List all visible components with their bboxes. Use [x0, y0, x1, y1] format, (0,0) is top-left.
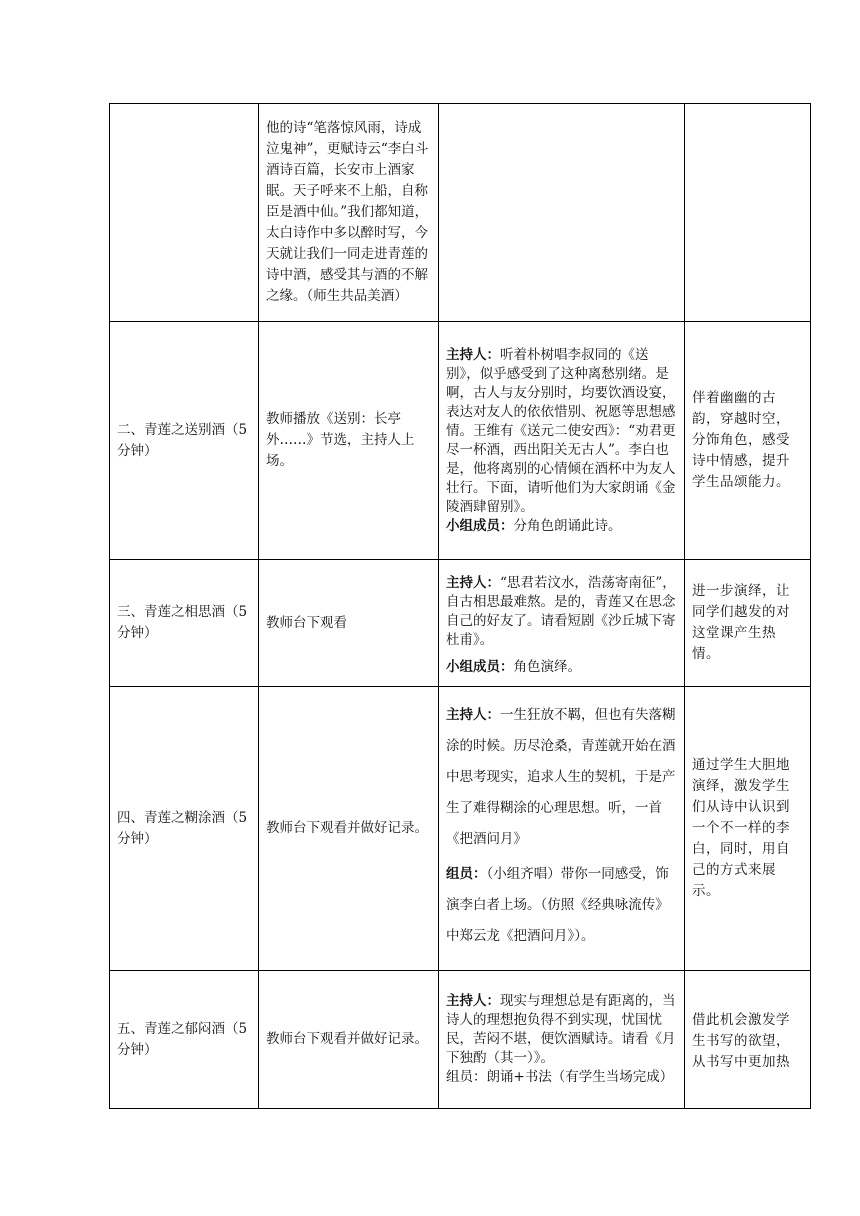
design-intent-cell: [685, 560, 811, 687]
table-row: [110, 560, 811, 687]
table-row: [110, 971, 811, 1109]
host-label: 主持人：: [446, 993, 500, 1009]
stage-cell: [110, 687, 259, 971]
stage-text: 二、青莲之送别酒（5分钟）: [117, 421, 248, 459]
student-activity-cell: [439, 322, 685, 560]
teacher-activity-text: 教师台下观看并做好记录。: [266, 1031, 428, 1047]
stage-text: 三、青莲之相思酒（5分钟）: [117, 604, 248, 641]
student-activity-cell: [439, 687, 685, 971]
member-text: （小组齐唱）带你一同感受，饰演李白者上场。（仿照《经典咏流传》中郑云龙《把酒问月》）。: [446, 866, 669, 944]
stage-cell: [110, 560, 259, 687]
teacher-activity-text: 教师台下观看并做好记录。: [266, 820, 428, 836]
stage-cell: [110, 104, 259, 322]
design-intent-text: 借此机会激发学生书写的欲望，从书写中更加热: [692, 1012, 790, 1070]
member-text: 分角色朗诵此诗。: [513, 517, 622, 534]
host-text: 听着朴树唱李叔同的《送别》，似乎感受到了这种离愁别绪。是啊，古人与友分别时，均要饮酒设宴，表达对友人的依依惜别、祝愿等思想感情。王维有《送元二使安西》：“劝君更尽一杯酒，西出阳关无古人”。李白也是，他将离别的心情倾在酒杯中为友人壮行。下面，请听他们为大家朗诵《金陵酒肆留别》。: [446, 346, 676, 515]
design-intent-cell: [685, 322, 811, 560]
design-intent-text: 通过学生大胆地演绎，激发学生们从诗中认识到一个不一样的李白，同时，用自己的方式来展示。: [692, 757, 790, 899]
stage-cell: [110, 322, 259, 560]
host-text: “思君若汶水，浩荡寄南征”，自古相思最难熬。是的，青莲又在思念自己的好友了。请看短剧《沙丘城下寄杜甫》。: [446, 575, 676, 648]
member-label: 组员：: [446, 1069, 487, 1085]
member-text: 朗诵+书法（有学生当场完成）: [486, 1069, 674, 1085]
teacher-activity-cell: [259, 322, 439, 560]
host-text: 一生狂放不羁，但也有失落糊涂的时候。历尽沧桑，青莲就开始在酒中思考现实，追求人生的契机，于是产生了难得糊涂的心理思想。听，一首《把酒问月》: [446, 707, 676, 847]
student-activity-cell: [439, 104, 685, 322]
design-intent-text: 伴着幽幽的古韵，穿越时空，分饰角色，感受诗中情感，提升学生品颂能力。: [692, 390, 790, 490]
stage-cell: [110, 971, 259, 1109]
teacher-activity-cell: [259, 104, 439, 322]
table-row: [110, 104, 811, 322]
host-text: 现实与理想总是有距离的，当诗人的理想抱负得不到实现，忧国忧民，苦闷不堪，便饮酒赋诗。请看《月下独酌（其一）》。: [446, 993, 676, 1066]
teacher-activity-text: 教师播放《送别：长亭外……》节选，主持人上场。: [266, 411, 415, 469]
member-label: 组员：: [446, 866, 487, 882]
member-label: 小组成员：: [446, 659, 514, 675]
design-intent-text: 进一步演绎，让同学们越发的对这堂课产生热情。: [692, 583, 790, 662]
student-activity-cell: [439, 560, 685, 687]
host-label: 主持人：: [446, 346, 500, 363]
design-intent-cell: [685, 104, 811, 322]
stage-text: 五、青莲之郁闷酒（5分钟）: [117, 1020, 248, 1058]
teacher-activity-text: 他的诗“笔落惊风雨，诗成泣鬼神”，更赋诗云“李白斗酒诗百篇，长安市上酒家眠。天子呼来不上船，自称臣是酒中仙。”我们都知道，太白诗作中多以醉时写，今天就让我们一同走进青莲的诗中酒，感受其与酒的不解之缘。（师生共品美酒）: [266, 120, 429, 304]
teacher-activity-cell: [259, 687, 439, 971]
table-row: [110, 687, 811, 971]
teacher-activity-cell: [259, 560, 439, 687]
design-intent-cell: [685, 971, 811, 1109]
member-label: 小组成员：: [446, 517, 514, 534]
member-text: 角色演绎。: [513, 659, 581, 675]
table-row: [110, 322, 811, 560]
lesson-plan-table: [109, 103, 811, 1109]
host-label: 主持人：: [446, 575, 500, 591]
host-label: 主持人：: [446, 707, 500, 723]
stage-text: 四、青莲之糊涂酒（5分钟）: [117, 809, 248, 847]
student-activity-cell: [439, 971, 685, 1109]
teacher-activity-text: 教师台下观看: [266, 614, 347, 631]
teacher-activity-cell: [259, 971, 439, 1109]
design-intent-cell: [685, 687, 811, 971]
